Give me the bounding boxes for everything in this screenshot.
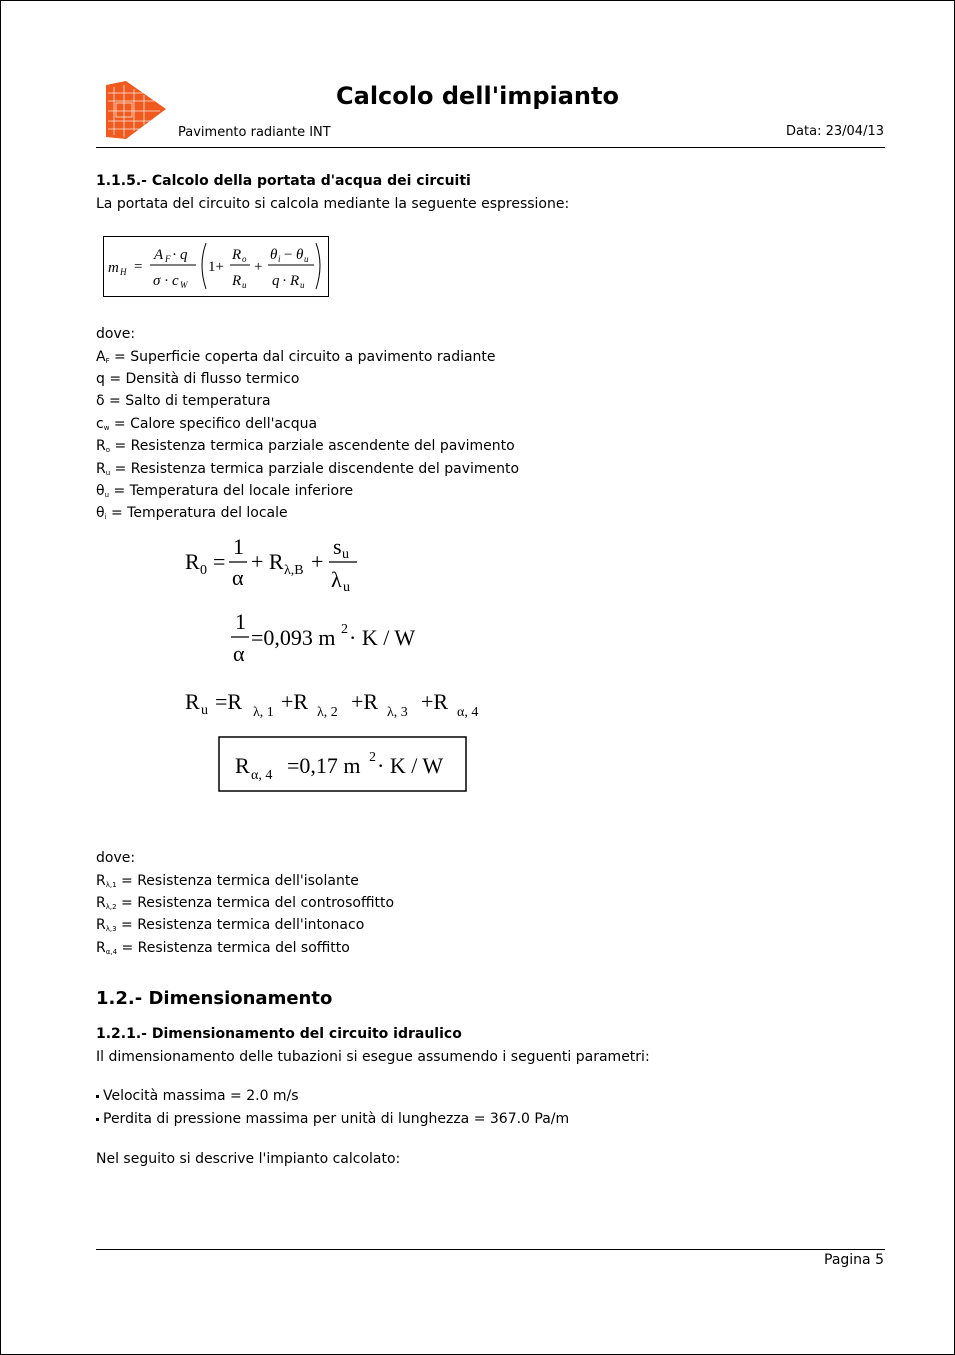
svg-text:2: 2 <box>369 750 376 765</box>
svg-text:·: · <box>282 273 287 289</box>
definition-item: $R_u$ = Resistenza termica parziale discendente del pavimento <box>96 461 520 477</box>
formula-unit-017: · K / W <box>377 753 444 778</box>
svg-text:+ R: + R <box>251 549 284 574</box>
svg-text:u: u <box>304 254 309 264</box>
svg-text:i: i <box>278 254 281 264</box>
dove-label-2: dove: <box>96 850 136 866</box>
svg-text:u: u <box>342 547 349 562</box>
header-divider <box>96 147 885 148</box>
svg-text:R: R <box>235 753 250 778</box>
svg-text:θ: θ <box>270 247 278 263</box>
svg-text:α: α <box>232 565 244 590</box>
definition-item: δ = Salto di temperatura <box>96 393 271 409</box>
svg-text:q: q <box>180 247 188 263</box>
dove-label-1: dove: <box>96 326 136 342</box>
formula-value-093: =0,093 m <box>251 625 336 650</box>
svg-text:2: 2 <box>341 622 348 637</box>
svg-text:θ: θ <box>296 247 304 263</box>
resistance-formulas <box>171 531 501 801</box>
svg-text:·: · <box>172 247 177 263</box>
svg-text:+: + <box>254 259 263 275</box>
svg-text:λ, 3: λ, 3 <box>387 705 408 720</box>
bullet-item: Velocità massima = 2.0 m/s <box>96 1087 299 1105</box>
section-heading-1-2-1: 1.2.1.- Dimensionamento del circuito idraulico <box>96 1026 462 1042</box>
svg-text:=: = <box>134 259 143 275</box>
svg-text:u: u <box>300 280 305 290</box>
footer-divider <box>96 1249 885 1250</box>
definition-item: $\theta_u$ = Temperatura del locale inferiore <box>96 483 354 499</box>
definition-item: $c_w$ = Calore specifico dell'acqua <box>96 416 318 432</box>
definition-item: $\theta_i$ = Temperatura del locale <box>96 505 288 521</box>
section-heading-1-2: 1.2.- Dimensionamento <box>96 988 333 1009</box>
definition-item: $R_{\alpha,4}$ = Resistenza termica del soffitto <box>96 940 350 956</box>
svg-text:u: u <box>343 580 350 595</box>
page-number: Pagina 5 <box>824 1252 884 1268</box>
svg-text:u: u <box>201 703 208 718</box>
svg-text:λ, 2: λ, 2 <box>317 705 338 720</box>
svg-text:=: = <box>213 549 226 574</box>
svg-text:−: − <box>284 247 293 263</box>
definition-item: $A_F$ = Superficie coperta dal circuito a pavimento radiante <box>96 349 496 365</box>
svg-text:1: 1 <box>235 609 246 634</box>
svg-text:o: o <box>242 254 247 264</box>
definition-item: $R_{\lambda,2}$ = Resistenza termica del controsoffitto <box>96 895 395 911</box>
svg-text:λ, 1: λ, 1 <box>253 705 274 720</box>
svg-text:0: 0 <box>200 563 207 578</box>
svg-text:u: u <box>242 280 247 290</box>
svg-text:s: s <box>333 534 342 559</box>
svg-text:W: W <box>180 280 188 290</box>
svg-text:σ: σ <box>153 273 161 289</box>
section-heading-1-1-5: 1.1.5.- Calcolo della portata d'acqua dei circuiti <box>96 173 471 189</box>
definition-item: $R_{\lambda,3}$ = Resistenza termica dell'intonaco <box>96 917 365 933</box>
svg-text:α, 4: α, 4 <box>457 705 479 720</box>
svg-text:+R: +R <box>421 689 449 714</box>
svg-text:q: q <box>272 273 280 289</box>
svg-text:R: R <box>185 549 200 574</box>
bullet-icon <box>96 1095 99 1098</box>
svg-text:λ: λ <box>331 567 342 592</box>
bullet-item: Perdita di pressione massima per unità di lunghezza = 367.0 Pa/m <box>96 1110 569 1128</box>
svg-text:+R: +R <box>351 689 379 714</box>
document-date: Data: 23/04/13 <box>786 124 884 139</box>
definition-item: $R_o$ = Resistenza termica parziale ascendente del pavimento <box>96 438 515 454</box>
definition-item: q = Densità di flusso termico <box>96 371 300 387</box>
svg-text:λ,B: λ,B <box>284 563 304 578</box>
formula-value-017: =0,17 m <box>287 753 361 778</box>
section-intro-1-2-1: Il dimensionamento delle tubazioni si esegue assumendo i seguenti parametri: <box>96 1049 650 1065</box>
svg-text:m: m <box>108 260 119 276</box>
svg-text:=R: =R <box>215 689 243 714</box>
document-subtitle: Pavimento radiante INT <box>178 125 331 140</box>
svg-text:·: · <box>164 273 169 289</box>
svg-text:F: F <box>165 254 171 264</box>
svg-text:R: R <box>232 273 242 289</box>
svg-text:R: R <box>232 247 242 263</box>
svg-text:+R: +R <box>281 689 309 714</box>
bullet-icon <box>96 1118 99 1121</box>
svg-text:c: c <box>172 273 179 289</box>
svg-text:R: R <box>290 273 300 289</box>
formula-unit-093: · K / W <box>349 625 416 650</box>
section-intro: La portata del circuito si calcola mediante la seguente espressione: <box>96 196 570 212</box>
svg-text:1+: 1+ <box>208 259 224 275</box>
svg-text:+: + <box>311 549 324 574</box>
svg-text:R: R <box>185 689 200 714</box>
definition-item: $R_{\lambda,1}$ = Resistenza termica dell'isolante <box>96 873 359 889</box>
flow-rate-formula <box>103 236 329 297</box>
svg-text:H: H <box>120 267 127 277</box>
svg-text:A: A <box>154 247 164 263</box>
page-title: Calcolo dell'impianto <box>336 82 619 110</box>
svg-text:1: 1 <box>233 534 244 559</box>
section-outro: Nel seguito si descrive l'impianto calcolato: <box>96 1151 401 1167</box>
svg-text:α: α <box>233 641 245 666</box>
svg-text:α, 4: α, 4 <box>251 768 273 783</box>
